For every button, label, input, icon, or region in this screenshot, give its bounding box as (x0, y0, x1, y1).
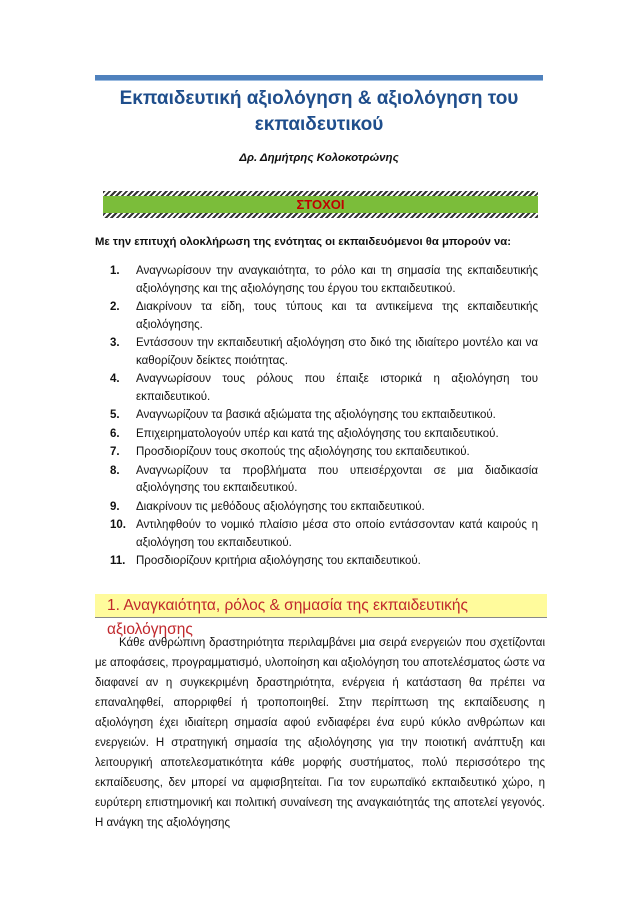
goals-label: ΣΤΟΧΟΙ (103, 196, 538, 213)
objective-number: 2. (110, 301, 120, 313)
objective-text: Επιχειρηματολογούν υπέρ και κατά της αξιολόγησης του εκπαιδευτικού. (136, 427, 499, 440)
objective-text: Αναγνωρίζουν τα βασικά αξιώματα της αξιολόγησης του εκπαιδευτικού. (136, 409, 496, 421)
objective-number: 4. (110, 373, 120, 385)
document-title: Εκπαιδευτική αξιολόγηση & αξιολόγηση του εκπαιδευτικού (119, 88, 519, 135)
objective-item (110, 426, 538, 444)
objective-item (110, 553, 538, 571)
objective-text: Διακρίνουν τα είδη, τους τύπους και τα αντικείμενα της εκπαιδευτικής αξιολόγησης. (136, 301, 538, 331)
objective-text: Αναγνωρίζουν τα προβλήματα που υπεισέρχονται σε μια διαδικασία αξιολόγησης του εκπαιδευτικού. (136, 464, 538, 494)
objective-item (110, 444, 538, 462)
objective-text: Αναγνωρίσουν τους ρόλους που έπαιξε ιστορικά η αξιολόγηση του εκπαιδευτικού. (136, 373, 538, 403)
section-paragraph: Κάθε ανθρώπινη δραστηριότητα περιλαμβάνει μια σειρά ενεργειών που σχετίζονται με αποφάσεις, προγραμματισμό, υλοποίηση και αξιολόγηση του αποτελέσματος ώστε να διαφανεί αν η συγκεκριμένη δραστηριότητα, ενέργεια ή κατάσταση θα πρέπει να επαναληφθεί, απορριφθεί ή τροποποιηθεί. Στην περίπτωση της εκπαίδευσης η αξιολόγηση έχει ιδιαίτερη σημασία αφού ενδιαφέρει ένα ευρύ κύκλο ανθρώπων και ενεργειών. Η στρατηγική σημασία της αξιολόγησης για την ποιοτική ανάπτυξη και λειτουργική αποτελεσματικότητα κάθε μορφής συστήματος, πολύ περισσότερο της εκπαίδευσης, δεν μπορεί να αμφισβητείται. Για τον ευρωπαϊκό εκπαιδευτικό χώρο, η ευρύτερη επιστημονική και πολιτική συναίνεση της αναγκαιότητάς της αποτελεί γεγονός. Η ανάγκη της αξιολόγησης (95, 637, 545, 829)
objective-item (110, 263, 538, 298)
objective-number: 6. (110, 427, 120, 440)
objective-text: Διακρίνουν τις μεθόδους αξιολόγησης του εκπαιδευτικού. (136, 500, 425, 513)
objective-text: Αντιληφθούν το νομικό πλαίσιο μέσα στο οποίο εντάσσονταν κατά καιρούς η αξιολόγηση του εκπαιδευτικού. (136, 519, 538, 549)
goals-intro: Με την επιτυχή ολοκλήρωση της ενότητας οι εκπαιδευόμενοι θα μπορούν να: (95, 236, 512, 248)
objective-item (110, 463, 538, 498)
objective-item (110, 517, 538, 552)
objective-text: Προσδιορίζουν τους σκοπούς της αξιολόγησης του εκπαιδευτικού. (136, 446, 470, 458)
objective-item (110, 371, 538, 406)
objective-number: 7. (110, 446, 120, 458)
objective-number: 1. (110, 265, 120, 277)
objective-text: Αναγνωρίσουν την αναγκαιότητα, το ρόλο και τη σημασία της εκπαιδευτικής αξιολόγησης και της αξιολόγησης του έργου του εκπαιδευτικού. (136, 265, 538, 295)
objective-number: 5. (110, 409, 120, 421)
objective-number: 3. (110, 337, 120, 349)
objective-text: Προσδιορίζουν κριτήρια αξιολόγησης του εκπαιδευτικού. (136, 555, 421, 567)
goals-banner (103, 191, 538, 218)
top-rule (95, 75, 543, 81)
author-name: Δρ. Δημήτρης Κολοκοτρώνης (239, 152, 399, 164)
objective-number: 10. (110, 519, 126, 531)
objective-item (110, 499, 538, 517)
objectives-list (110, 263, 538, 572)
objective-number: 11. (110, 555, 126, 567)
objective-item (110, 299, 538, 334)
objective-number: 9. (110, 500, 120, 513)
section-heading: 1. Αναγκαιότητα, ρόλος & σημασία της εκπαιδευτικής αξιολόγησης (95, 594, 547, 618)
objective-item (110, 335, 538, 370)
objective-text: Εντάσσουν την εκπαιδευτική αξιολόγηση στο δικό της ιδιαίτερο μοντέλο και να καθορίζουν δείκτες ποιότητας. (136, 337, 538, 367)
objective-item (110, 407, 538, 425)
objective-number: 8. (110, 464, 120, 477)
